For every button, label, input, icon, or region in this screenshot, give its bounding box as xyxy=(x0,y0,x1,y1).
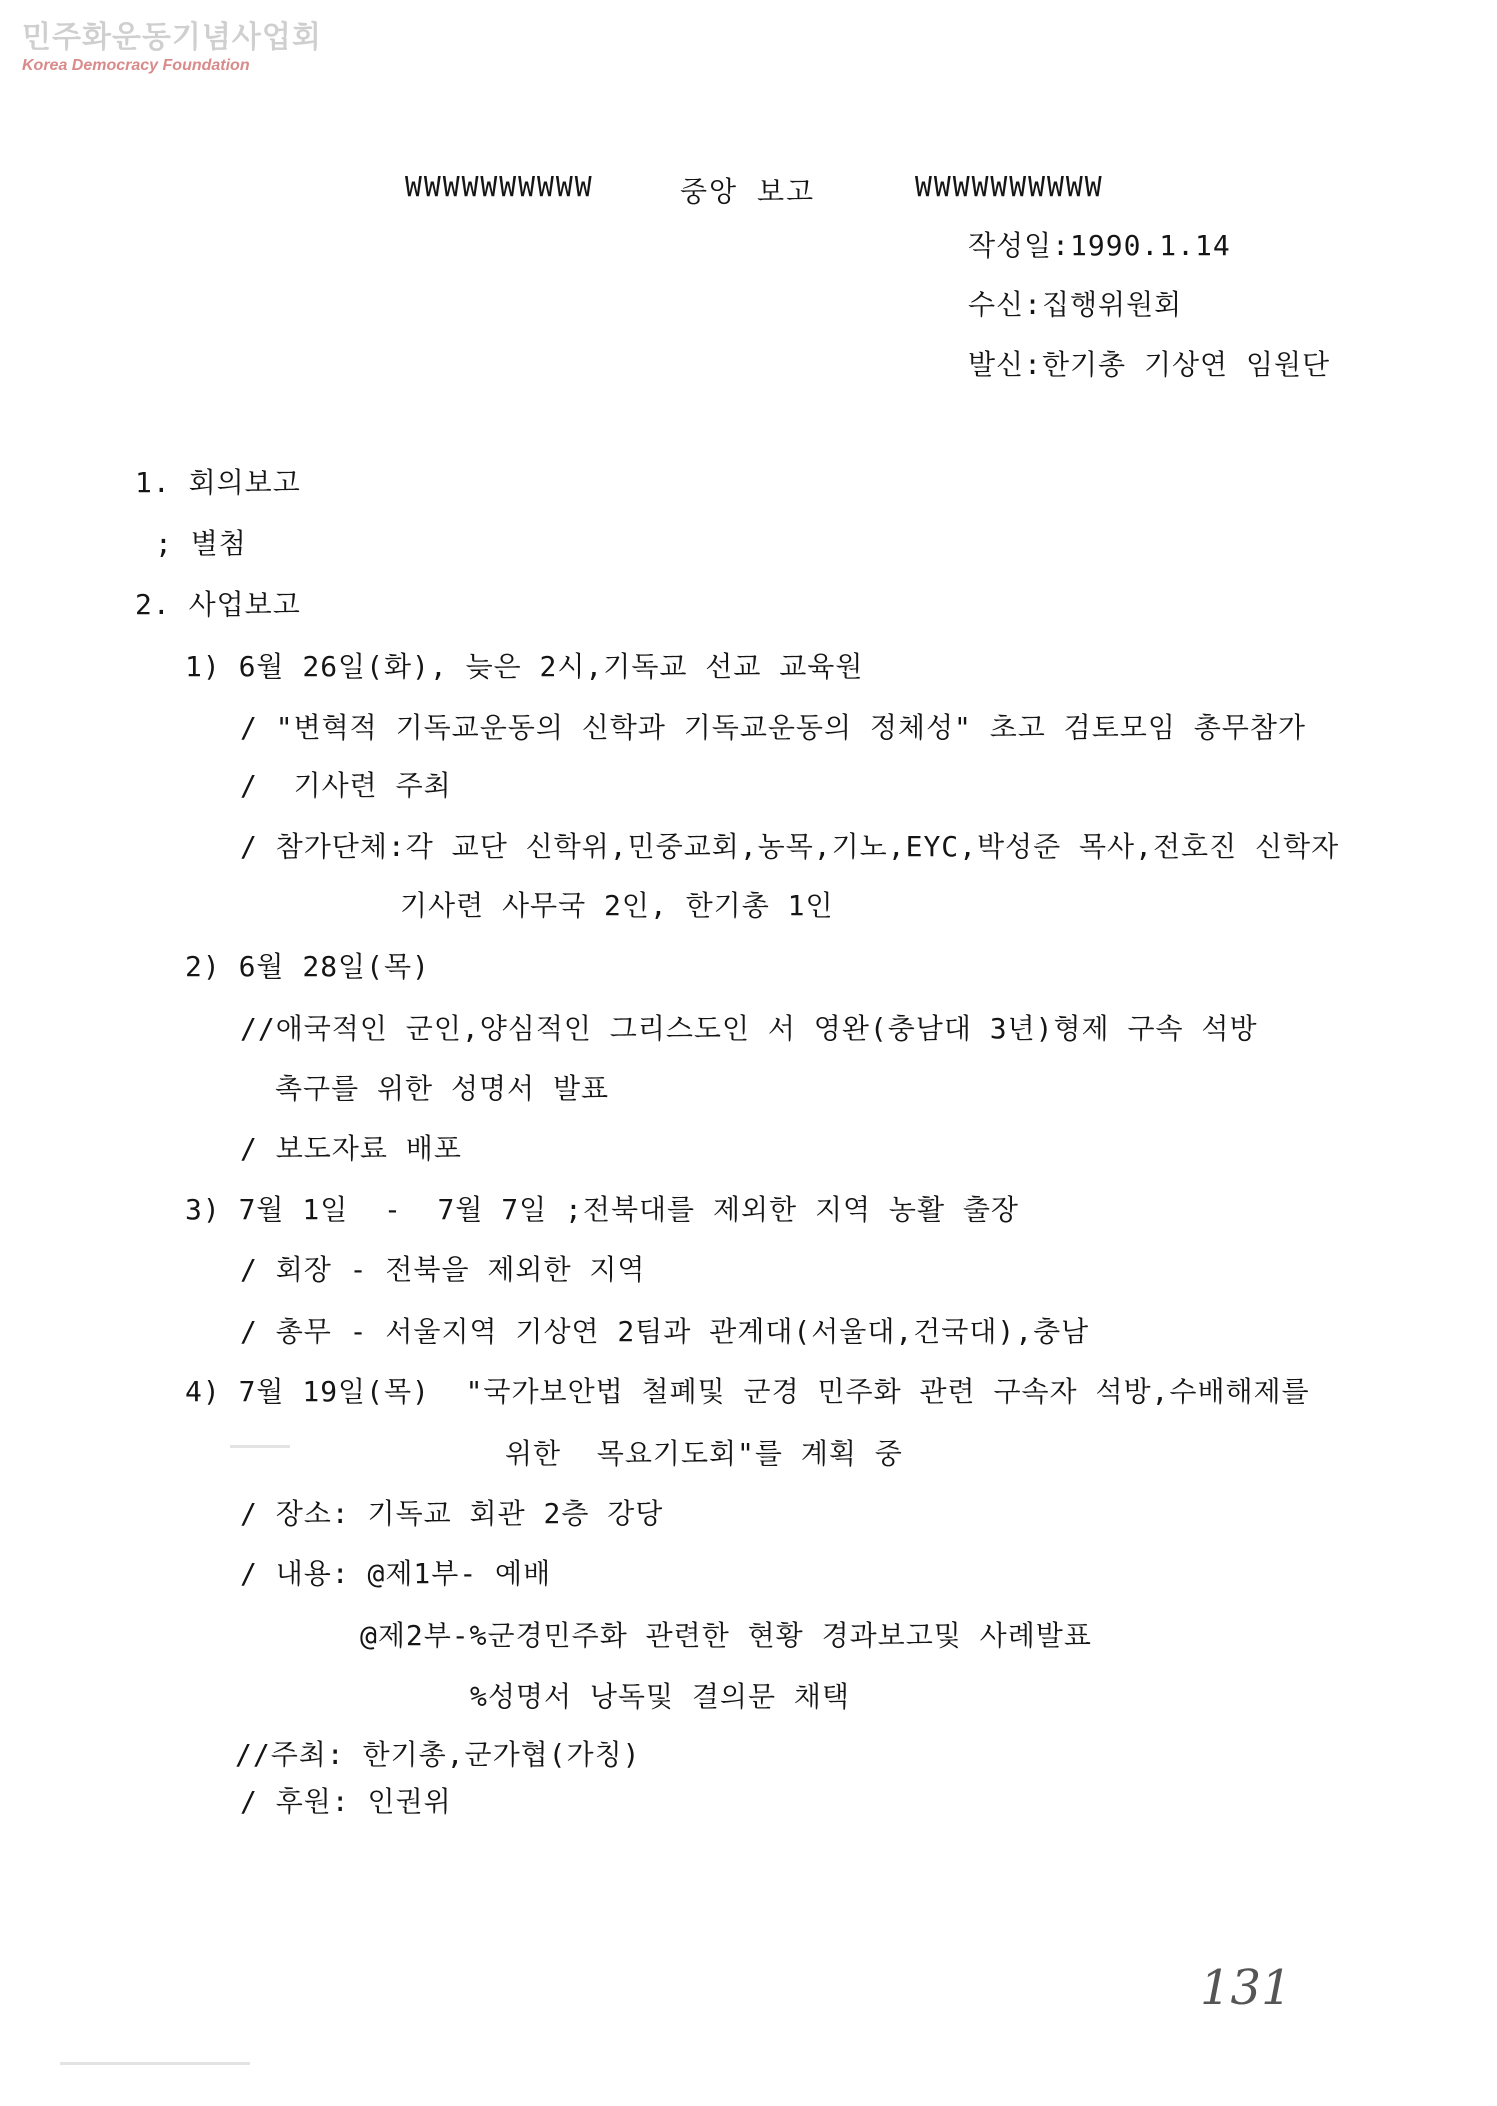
list-item: 기사련 사무국 2인, 한기총 1인 xyxy=(400,889,834,922)
list-item: 2) 6월 28일(목) xyxy=(185,950,430,983)
list-item: / 총무 - 서울지역 기상연 2팀과 관계대(서울대,건국대),충남 xyxy=(240,1315,1090,1348)
watermark-english: Korea Democracy Foundation xyxy=(22,57,250,74)
list-item: / 참가단체:각 교단 신학위,민중교회,농목,기노,EYC,박성준 목사,전호진 신학자 xyxy=(240,830,1340,863)
list-item: @제2부-%군경민주화 관련한 현황 경과보고및 사례발표 xyxy=(360,1619,1092,1652)
section-heading: 2. 사업보고 xyxy=(135,588,301,621)
list-item: ; 별첨 xyxy=(155,527,247,560)
list-item: / 기사련 주최 xyxy=(240,769,452,802)
meta-recipient: 수신:집행위원회 xyxy=(968,288,1183,321)
header-marks-left: WWWWWWWWWW xyxy=(405,170,594,203)
page-number: 131 xyxy=(1200,1960,1292,2016)
list-item: / 회장 - 전북을 제외한 지역 xyxy=(240,1253,646,1286)
list-item: / 장소: 기독교 회관 2층 강당 xyxy=(240,1497,664,1530)
section-heading: 1. 회의보고 xyxy=(135,466,301,499)
list-item: / "변혁적 기독교운동의 신학과 기독교운동의 정체성" 초고 검토모임 총무참가 xyxy=(240,711,1306,744)
list-item: / 내용: @제1부- 예배 xyxy=(240,1557,552,1590)
list-item: 4) 7월 19일(목) "국가보안법 철폐및 군경 민주화 관련 구속자 석방,수배해제를 xyxy=(185,1375,1310,1408)
meta-sender: 발신:한기총 기상연 임원단 xyxy=(968,348,1331,381)
list-item: %성명서 낭독및 결의문 채택 xyxy=(470,1680,850,1713)
list-item: 촉구를 위한 성명서 발표 xyxy=(275,1072,610,1105)
meta-date: 작성일:1990.1.14 xyxy=(968,229,1231,262)
list-item: //주최: 한기총,군가협(가칭) xyxy=(235,1738,641,1771)
page-title: 중앙 보고 xyxy=(680,175,816,208)
list-item: 1) 6월 26일(화), 늦은 2시,기독교 선교 교육원 xyxy=(185,650,864,683)
header-marks-right: WWWWWWWWWW xyxy=(915,170,1104,203)
list-item: / 후원: 인권위 xyxy=(240,1785,452,1818)
list-item: 3) 7월 1일 - 7월 7일 ;전북대를 제외한 지역 농활 출장 xyxy=(185,1193,1019,1226)
scan-noise xyxy=(230,1445,290,1448)
list-item: 위한 목요기도회"를 계획 중 xyxy=(505,1437,903,1470)
list-item: / 보도자료 배포 xyxy=(240,1132,462,1165)
watermark xyxy=(22,20,322,76)
scan-noise xyxy=(60,2062,250,2065)
watermark-korean: 민주화운동기념사업회 xyxy=(22,20,322,55)
list-item: //애국적인 군인,양심적인 그리스도인 서 영완(충남대 3년)형제 구속 석방 xyxy=(240,1012,1258,1045)
